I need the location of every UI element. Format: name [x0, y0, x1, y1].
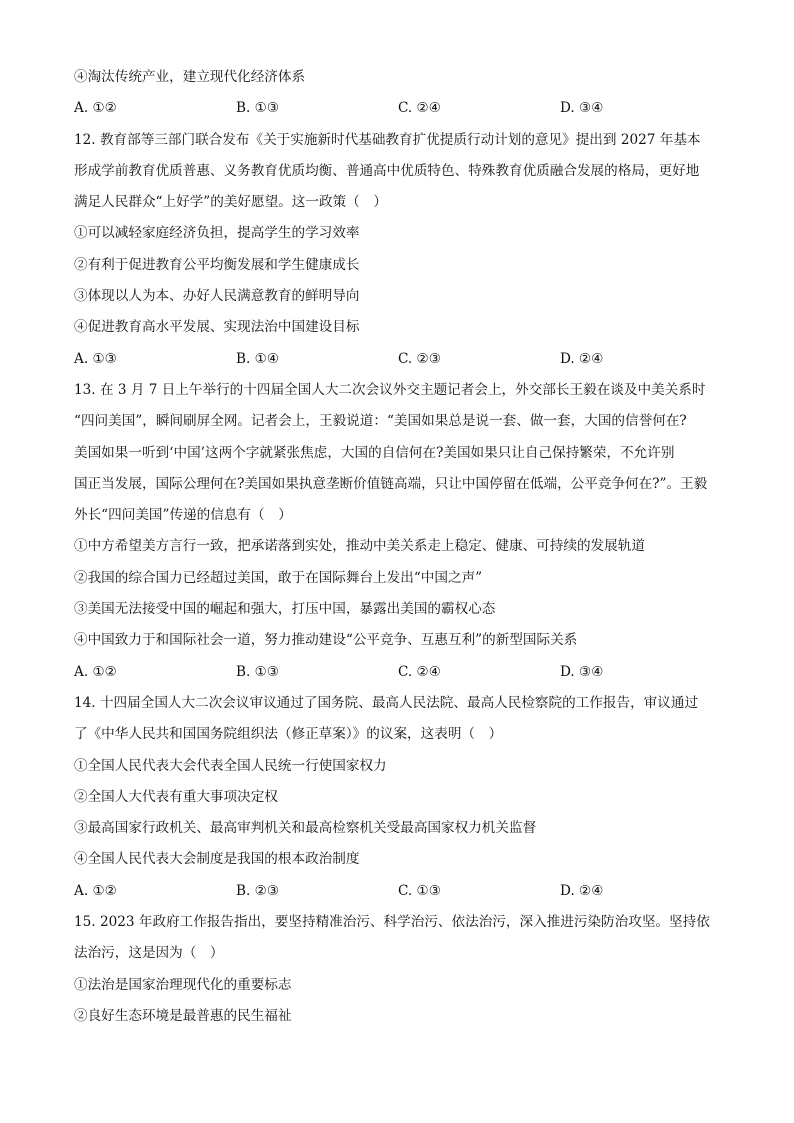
q13-stem-line-1: 13. 在 3 月 7 日上午举行的十四届全国人大二次会议外交主题记者会上，外交部长王毅在谈及中美关系时	[74, 381, 706, 398]
q12-option-d[interactable]: D. ②④	[560, 350, 604, 367]
q14-stem-line-2: 了《中华人民共和国国务院组织法（修正草案）》的议案，这表明（ ）	[74, 726, 503, 743]
q13-option-b[interactable]: B. ①③	[236, 663, 280, 680]
q12-option-c[interactable]: C. ②③	[398, 350, 441, 367]
q14-item-1: ①全国人民代表大会代表全国人民统一行使国家权力	[74, 757, 387, 774]
q12-stem-line-2: 形成学前教育优质普惠、义务教育优质均衡、普通高中优质特色、特殊教育优质融合发展的格局，更好地	[74, 162, 700, 179]
q14-option-a[interactable]: A. ①②	[74, 882, 117, 899]
q12-option-b[interactable]: B. ①④	[236, 350, 280, 367]
q13-item-4: ④中国致力于和国际社会一道，努力推动建设“公平竞争、互惠互利”的新型国际关系	[74, 632, 578, 649]
q13-item-3: ③美国无法接受中国的崛起和强大，打压中国，暴露出美国的霸权心态	[74, 601, 496, 618]
q12-options	[74, 344, 724, 375]
q12-option-a[interactable]: A. ①③	[74, 350, 117, 367]
q15-stem-line-2: 法治污，这是因为（ ）	[74, 945, 224, 962]
q13-stem-line-5: 外长“四问美国”传递的信息有（ ）	[74, 507, 292, 524]
q13-option-c[interactable]: C. ②④	[398, 663, 441, 680]
q13-option-d[interactable]: D. ③④	[560, 663, 604, 680]
q14-item-2: ②全国人大代表有重大事项决定权	[74, 788, 278, 805]
q15-item-2: ②良好生态环境是最普惠的民生福祉	[74, 1007, 292, 1024]
q11-option-b[interactable]: B. ①③	[236, 100, 280, 117]
q14-item-3: ③最高国家行政机关、最高审判机关和最高检察机关受最高国家权力机关监督	[74, 820, 537, 837]
q13-stem-line-2: “四问美国”，瞬间刷屏全网。记者会上，王毅说道：“美国如果总是说一套、做一套，大国的信誉何在?	[74, 413, 687, 430]
q13-options	[74, 657, 724, 688]
q11-option-a[interactable]: A. ①②	[74, 100, 117, 117]
q12-stem-line-1: 12. 教育部等三部门联合发布《关于实施新时代基础教育扩优提质行动计划的意见》提出到 2027 年基本	[74, 131, 701, 148]
q15-stem-line-1: 15. 2023 年政府工作报告指出，要坚持精准治污、科学治污、依法治污，深入推进污染防治攻坚。坚持依	[74, 914, 710, 931]
q13-stem-line-4: 国正当发展，国际公理何在?美国如果执意垄断价值链高端，只让中国停留在低端，公平竞争何在?”。王毅	[74, 475, 708, 492]
q12-item-2: ②有利于促进教育公平均衡发展和学生健康成长	[74, 256, 360, 273]
q11-options	[74, 93, 724, 124]
q13-option-a[interactable]: A. ①②	[74, 663, 117, 680]
q12-item-1: ①可以减轻家庭经济负担，提高学生的学习效率	[74, 225, 360, 242]
q14-item-4: ④全国人民代表大会制度是我国的根本政治制度	[74, 851, 360, 868]
q15-item-1: ①法治是国家治理现代化的重要标志	[74, 976, 292, 993]
q13-item-2: ②我国的综合国力已经超过美国，敢于在国际舞台上发出“中国之声”	[74, 569, 483, 586]
q11-option-d[interactable]: D. ③④	[560, 100, 604, 117]
q13-item-1: ①中方希望美方言行一致，把承诺落到实处，推动中美关系走上稳定、健康、可持续的发展轨道	[74, 538, 645, 555]
q11-option-c[interactable]: C. ②④	[398, 100, 441, 117]
q12-item-3: ③体现以人为本、办好人民满意教育的鲜明导向	[74, 288, 360, 305]
q14-option-b[interactable]: B. ②③	[236, 882, 280, 899]
q13-stem-line-3: 美国如果一听到‘中国’这两个字就紧张焦虑，大国的自信何在?美国如果只让自己保持繁荣，不允许别	[74, 444, 675, 461]
q14-stem-line-1: 14. 十四届全国人大二次会议审议通过了国务院、最高人民法院、最高人民检察院的工作报告，审议通过	[74, 694, 699, 711]
q14-option-c[interactable]: C. ①③	[398, 882, 441, 899]
q14-option-d[interactable]: D. ②④	[560, 882, 604, 899]
q12-stem-line-3: 满足人民群众“上好学”的美好愿望。这一政策（ ）	[74, 194, 387, 211]
q12-item-4: ④促进教育高水平发展、实现法治中国建设目标	[74, 319, 360, 336]
q14-options	[74, 876, 724, 907]
q11-item-4: ④淘汰传统产业，建立现代化经济体系	[74, 69, 306, 85]
exam-page	[74, 62, 724, 1032]
